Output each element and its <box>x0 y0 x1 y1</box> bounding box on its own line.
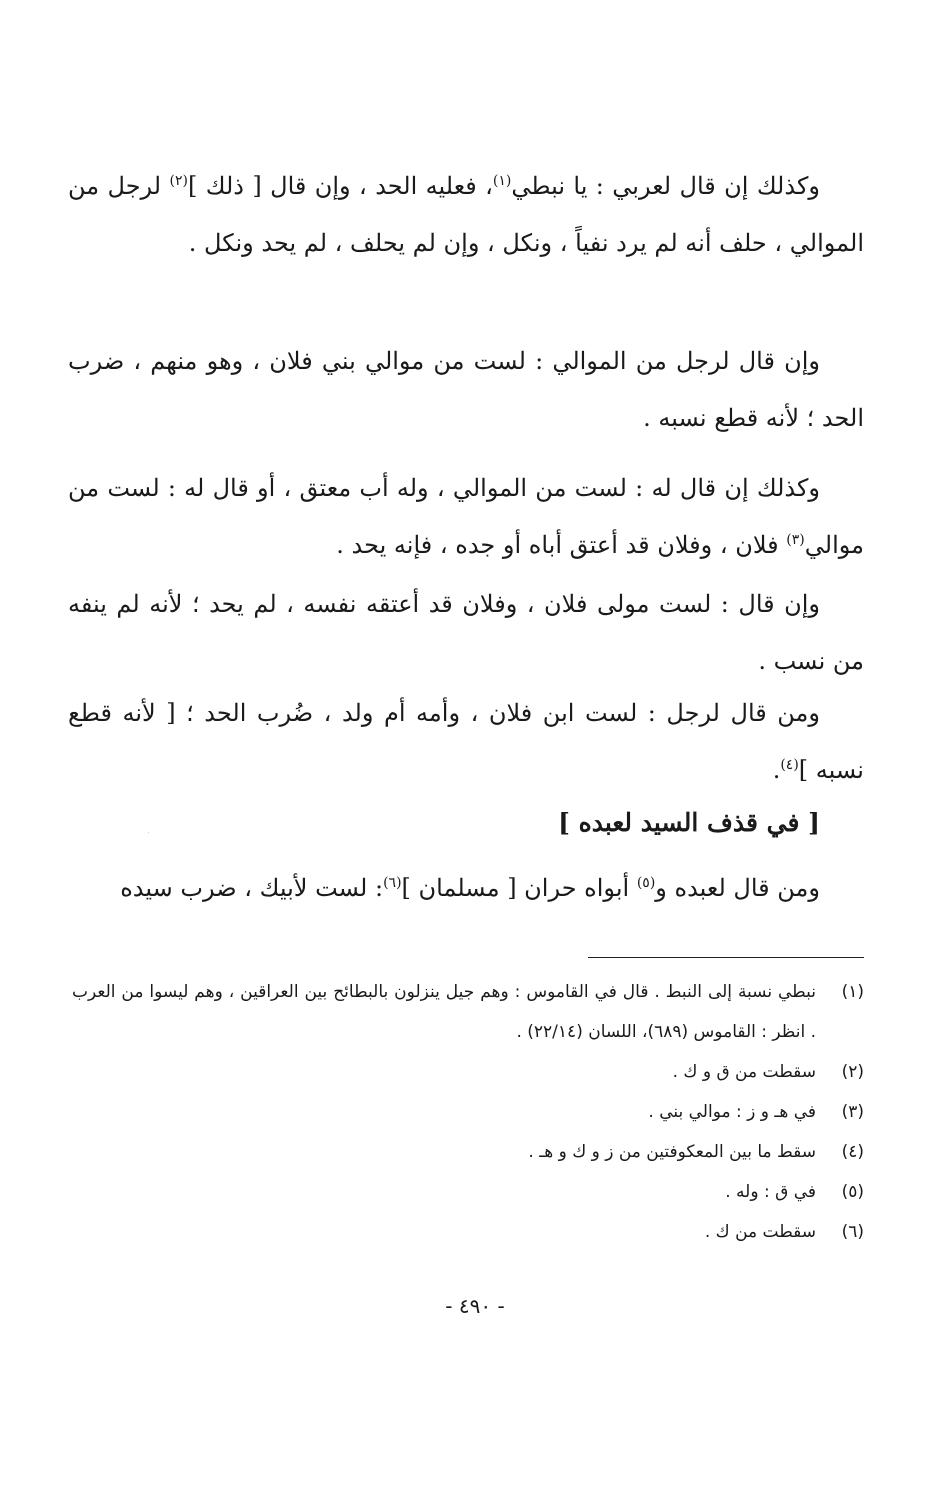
footnote-marker: (٥) <box>636 875 656 891</box>
paragraph-3 <box>68 460 864 574</box>
page-number: - ٤٩٠ - <box>445 1294 505 1318</box>
main-text <box>68 794 864 851</box>
paragraph-text: ، فعليه الحد ، وإن قال [ ذلك ] <box>187 172 493 200</box>
main-text <box>68 333 864 447</box>
print-speck <box>148 832 149 833</box>
footnote-text: في هـ و ز : موالي بني . <box>648 1102 816 1122</box>
footnote-number: (٤) <box>841 1142 864 1162</box>
footnote-number: (١) <box>841 982 864 1002</box>
footnote-4 <box>72 1132 864 1172</box>
footnote-5 <box>72 1172 864 1212</box>
paragraph-text: وكذلك إن قال له : لست من الموالي ، وله أب معتق ، أو قال له : لست من موالي <box>68 474 864 559</box>
footnote-separator <box>588 957 864 958</box>
paragraph-2 <box>68 333 864 447</box>
main-text <box>68 685 864 799</box>
footnote-text: في ق : وله . <box>725 1182 816 1202</box>
footnotes <box>72 972 864 1252</box>
footnote-1 <box>72 972 864 1052</box>
main-text <box>68 576 864 690</box>
paragraph-text: ومن قال لرجل : لست ابن فلان ، وأمه أم ولد ، ضُرب الحد ؛ [ لأنه قطع نسبه ] <box>68 699 864 784</box>
footnote-text: سقط ما بين المعكوفتين من ز و ك و هـ . <box>528 1142 816 1162</box>
footnote-number: (٦) <box>841 1222 864 1242</box>
footnote-2 <box>72 1052 864 1092</box>
footnote-text: نبطي نسبة إلى النبط . قال في القاموس : وهم جيل ينزلون بالبطائح بين العراقين ، وهم ليسوا من العرب . انظر : القاموس (٦٨٩)، اللسان (٢٢/١٤) . <box>72 982 816 1042</box>
paragraph-text: وإن قال لرجل من الموالي : لست من موالي بني فلان ، وهو منهم ، ضرب الحد ؛ لأنه قطع نسبه . <box>68 347 864 432</box>
footnote-marker: (١) <box>492 173 512 189</box>
paragraph-1 <box>68 158 864 272</box>
paragraph-text: فلان ، وفلان قد أعتق أباه أو جده ، فإنه يحد . <box>336 531 787 559</box>
footnote-text: سقطت من ك . <box>704 1222 816 1242</box>
paragraph-text: ومن قال لعبده و <box>655 874 820 902</box>
paragraph-4 <box>68 576 864 690</box>
footnote-number: (٣) <box>841 1102 864 1122</box>
main-text <box>68 158 864 272</box>
footnote-marker: (٣) <box>786 532 805 548</box>
paragraph-5 <box>68 685 864 799</box>
paragraph-text: : لست لأبيك ، ضرب سيده <box>120 874 384 902</box>
footnote-text: سقطت من ق و ك . <box>672 1062 816 1082</box>
footnote-marker: (٤) <box>780 757 799 773</box>
footnote-marker: (٢) <box>169 173 188 189</box>
footnote-marker: (٦) <box>383 875 402 891</box>
footnote-number: (٥) <box>841 1182 864 1202</box>
main-text <box>68 860 864 917</box>
paragraph-6 <box>68 860 864 917</box>
paragraph-text: أبواه حران [ مسلمان ] <box>401 874 637 902</box>
footnote-3 <box>72 1092 864 1132</box>
footnote-number: (٢) <box>841 1062 864 1082</box>
main-text <box>68 460 864 574</box>
paragraph-text: وإن قال : لست مولى فلان ، وفلان قد أعتقه نفسه ، لم يحد ؛ لأنه لم ينفه من نسب . <box>68 590 864 675</box>
paragraph-text: لرجل من الموالي ، حلف أنه لم يرد نفياً ، ونكل ، وإن لم يحلف ، لم يحد ونكل . <box>68 172 864 257</box>
paragraph-text: . <box>772 756 781 784</box>
paragraph-text: وكذلك إن قال لعربي : يا نبطي <box>511 172 820 200</box>
footnote-6 <box>72 1212 864 1252</box>
section-heading: [ في قذف السيد لعبده ] <box>558 808 820 837</box>
